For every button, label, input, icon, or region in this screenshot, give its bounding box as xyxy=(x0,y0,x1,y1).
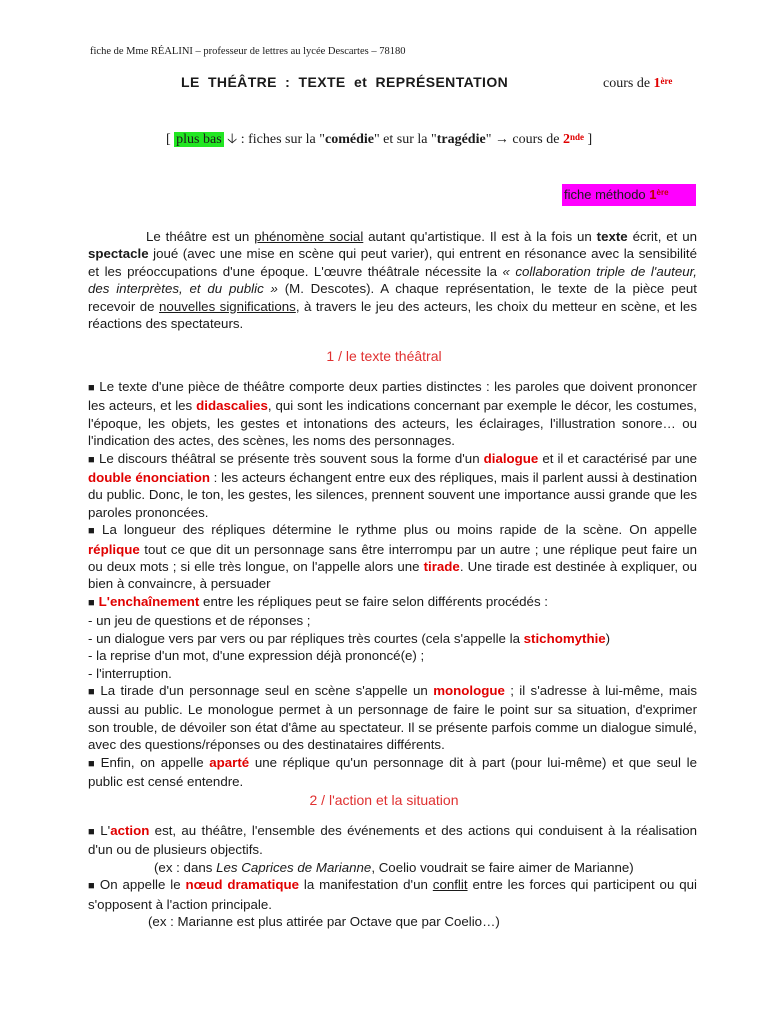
paragraph-dialogue: ■ Le discours théâtral se présente très souvent sous la forme d'un dialogue et il et caractérisé par une double énonciation : les acteurs échangent entre eux des répliques, mais il parlent aussi à destination du public. Donc, le ton, les gestes, les silences, prennent souvent une importance aussi grande que les paroles prononcées. xyxy=(88,450,698,520)
paragraph-monologue: ■ La tirade d'un personnage seul en scène s'appelle un monologue ; il s'adresse à lui-même, mais aussi au public. Le monologue permet à un personnage de faire le point sur sa situation, d'exprimer son trouble, de dévoiler son état d'âme au spectateur. Il se présente parfois comme un dialogue simulé, avec des questions/réponses ou des destinataires différents. xyxy=(88,682,697,753)
list-item: - un jeu de questions et de réponses ; xyxy=(88,613,311,629)
course-level: cours de 1ère xyxy=(603,76,673,91)
example-line: (ex : dans Les Caprices de Marianne, Coelio voudrait se faire aimer de Marianne) xyxy=(154,859,634,875)
intro-paragraph: Le théâtre est un phénomène social autant qu'artistique. Il est à la fois un texte écrit, et un spectacle joué (avec une mise en scène qui peut varier), qui entrent en résonance avec la sensibilité et les préoccupations d'une époque. L'œuvre théâtrale nécessite la « collaboration triple de l'auteur, des interprètes, et du public » (M. Descotes). A chaque représentation, le texte de la pièce peut recevoir de nouvelles significations, à travers le jeu des acteurs, les choix du metteur en scène, et les réactions des spectateurs. xyxy=(88,229,698,332)
paragraph-replique: ■ La longueur des répliques détermine le rythme plus ou moins rapide de la scène. On appelle réplique tout ce que dit un personnage sans être interrompu par un autre ; une réplique peut faire un ou deux mots ; si elle très longue, on l'appelle alors une tirade. Une tirade est destinée à expliquer, ou bien à convaincre, à persuader xyxy=(88,522,697,592)
bullet-icon: ■ xyxy=(88,880,96,893)
list-item: - la reprise d'un mot, d'une expression déjà prononcé(e) ; xyxy=(88,648,425,664)
section-2-title: 2 / l'action et la situation xyxy=(309,792,459,808)
arrow-down-icon: 🡣 xyxy=(227,132,238,147)
bullet-icon: ■ xyxy=(88,382,96,394)
document-header: fiche de Mme RÉALINI – professeur de lettres au lycée Descartes – 78180 xyxy=(90,46,406,57)
paragraph-aparte: ■ Enfin, on appelle aparté une réplique qu'un personnage dit à part (pour lui-même) et que seul le public est censé entendre. xyxy=(88,754,698,789)
section-1-body xyxy=(88,378,697,790)
paragraph-action: ■ L'action est, au théâtre, l'ensemble des événements et des actions qui conduisent à la réalisation d'un ou de plusieurs objectifs. xyxy=(88,823,697,858)
method-sheet-tag: fiche méthodo 1ère xyxy=(562,184,696,206)
bullet-icon: ■ xyxy=(88,826,97,838)
bullet-icon: ■ xyxy=(88,453,95,466)
section-2-body xyxy=(88,822,697,930)
list-item: - un dialogue vers par vers ou par répliques très courtes (cela s'appelle la stichomythie) xyxy=(88,630,611,646)
paragraph-didascalies: ■ Le texte d'une pièce de théâtre comporte deux parties distinctes : les paroles que doivent prononcer les acteurs, et les didascalies, qui sont les indications concernant par exemple le décor, les costumes, l'époque, les objets, les gestes et intonations des acteurs, les éclairages, l'illustration sonore… ou l'indication des actes, des scènes, les noms des personnages. xyxy=(88,379,697,449)
cross-reference-line: [ plus bas 🡣 : fiches sur la "comédie" et sur la "tragédie" → cours de 2nde ] xyxy=(166,132,593,147)
example-line: (ex : Marianne est plus attirée par Octave que par Coelio…) xyxy=(148,914,500,930)
bullet-icon: ■ xyxy=(88,757,97,770)
paragraph-noeud: ■ On appelle le nœud dramatique la manifestation d'un conflit entre les forces qui participent ou qui s'opposent à l'action principale. xyxy=(88,877,697,912)
plus-bas-link[interactable]: plus bas xyxy=(176,132,222,147)
bullet-icon: ■ xyxy=(88,685,97,698)
bullet-icon: ■ xyxy=(88,596,95,609)
title-row xyxy=(0,74,768,96)
paragraph-enchainement: ■ L'enchaînement entre les répliques peut se faire selon différents procédés : xyxy=(88,593,548,609)
page-title: LE THÉÂTRE : TEXTE et REPRÉSENTATION xyxy=(181,74,509,90)
list-item: - l'interruption. xyxy=(88,665,172,681)
section-1-title: 1 / le texte théâtral xyxy=(326,348,442,364)
bullet-icon: ■ xyxy=(88,525,99,538)
